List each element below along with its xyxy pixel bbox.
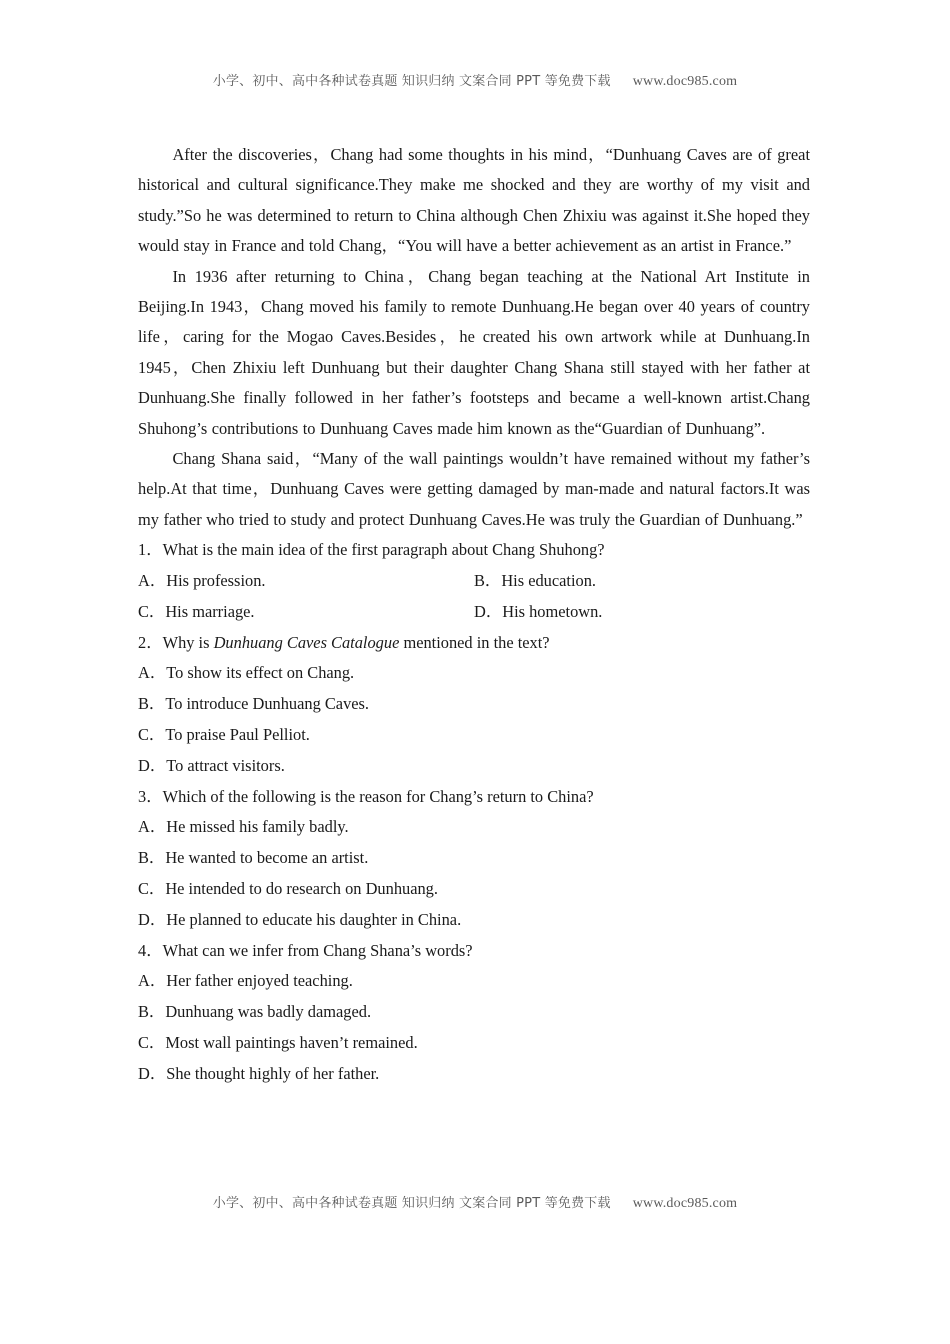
- footer-watermark: [0, 1192, 950, 1212]
- question-2-option-a-label: To show its effect on Chang.: [166, 663, 355, 683]
- question-1-text: What is the main idea of the first paragraph about Chang Shuhong?: [162, 540, 605, 560]
- question-3-option-b[interactable]: [138, 843, 810, 874]
- question-1-option-c-label: His marriage.: [165, 601, 255, 621]
- question-4: [138, 936, 810, 1090]
- question-2-option-a[interactable]: [138, 658, 810, 689]
- question-1-option-c-marker: C．: [138, 601, 166, 621]
- question-1-option-b[interactable]: [474, 566, 810, 597]
- question-3: [138, 782, 810, 936]
- question-2-option-a-marker: A．: [138, 663, 167, 683]
- question-1-option-b-marker: B．: [474, 571, 502, 591]
- passage-paragraph-2: In 1936 after returning to China，Chang began teaching at the National Art Institute in Beijing.In 1943，Chang moved his family to remote Dunhuang.He began over 40 years of country life，caring for the Mogao Caves.Besides，he created his own artwork while at Dunhuang.In 1945，Chen Zhixiu left Dunhuang but their daughter Chang Shana still stayed with her father at Dunhuang.She finally followed in her father’s footsteps and became a well-known artist.Chang Shuhong’s contributions to Dunhuang Caves made him known as the“Guardian of Dunhuang”.: [138, 266, 810, 438]
- question-2: [138, 628, 810, 782]
- question-4-option-c-marker: C．: [138, 1033, 166, 1053]
- question-1-option-a[interactable]: [138, 566, 474, 597]
- question-1-option-a-marker: A．: [138, 571, 167, 591]
- question-3-option-a-label: He missed his family badly.: [166, 817, 349, 837]
- question-1-options-row-1: [138, 566, 810, 597]
- question-2-option-c[interactable]: [138, 720, 810, 751]
- question-3-option-a-marker: A．: [138, 817, 167, 837]
- question-4-option-d-label: She thought highly of her father.: [166, 1063, 380, 1083]
- document-content: [138, 140, 810, 1090]
- question-4-option-b-marker: B．: [138, 1002, 166, 1022]
- question-4-option-a[interactable]: [138, 966, 810, 997]
- question-2-option-d-label: To attract visitors.: [166, 755, 285, 775]
- question-4-number: 4．: [138, 940, 163, 960]
- footer-watermark-url: www.doc985.com: [632, 1196, 738, 1211]
- question-3-number: 3．: [138, 786, 163, 806]
- question-2-option-b[interactable]: [138, 689, 810, 720]
- question-4-option-d[interactable]: [138, 1059, 810, 1090]
- question-4-text: What can we infer from Chang Shana’s words?: [162, 940, 473, 960]
- question-1-option-d-marker: D．: [474, 601, 503, 621]
- question-1: [138, 535, 810, 627]
- question-3-option-b-marker: B．: [138, 848, 166, 868]
- question-4-option-b-label: Dunhuang was badly damaged.: [165, 1002, 372, 1022]
- question-4-stem: [138, 936, 810, 967]
- passage-paragraph-1: After the discoveries，Chang had some thoughts in his mind，“Dunhuang Caves are of great historical and cultural significance.They make me shocked and they are worthy of my visit and study.”So he was determined to return to China although Chen Zhixiu was against it.She hoped they would stay in France and told Chang，“You will have a better achievement as an artist in France.”: [138, 145, 810, 256]
- question-1-number: 1．: [138, 540, 163, 560]
- question-4-option-c[interactable]: [138, 1028, 810, 1059]
- header-watermark-chinese: 小学、初中、高中各种试卷真题 知识归纳 文案合同 PPT 等免费下载: [212, 74, 611, 89]
- question-4-option-a-marker: A．: [138, 971, 167, 991]
- passage-paragraph-3: Chang Shana said，“Many of the wall paintings wouldn’t have remained without my father’s help.At that time，Dunhuang Caves were getting damaged by man-made and natural factors.It was my father who tried to study and protect Dunhuang Caves.He was truly the Guardian of Dunhuang.”: [138, 449, 810, 529]
- question-2-option-d-marker: D．: [138, 755, 167, 775]
- question-2-text-after: mentioned in the text?: [399, 632, 550, 652]
- question-2-option-d[interactable]: [138, 751, 810, 782]
- question-3-option-c[interactable]: [138, 874, 810, 905]
- question-3-option-d-marker: D．: [138, 909, 167, 929]
- question-2-option-b-label: To introduce Dunhuang Caves.: [165, 694, 370, 714]
- question-3-option-a[interactable]: [138, 812, 810, 843]
- passage-body: [138, 140, 810, 535]
- question-2-stem: [138, 628, 810, 659]
- question-2-number: 2．: [138, 632, 163, 652]
- question-3-stem: [138, 782, 810, 813]
- footer-watermark-chinese: 小学、初中、高中各种试卷真题 知识归纳 文案合同 PPT 等免费下载: [212, 1196, 611, 1211]
- question-3-option-c-label: He intended to do research on Dunhuang.: [165, 879, 438, 899]
- question-3-text: Which of the following is the reason for Chang’s return to China?: [162, 786, 594, 806]
- question-4-option-c-label: Most wall paintings haven’t remained.: [165, 1033, 418, 1053]
- question-3-option-d[interactable]: [138, 905, 810, 936]
- question-2-italic-title: Dunhuang Caves Catalogue: [213, 632, 400, 652]
- question-1-option-c[interactable]: [138, 597, 474, 628]
- question-1-option-d-label: His hometown.: [502, 601, 603, 621]
- question-3-option-d-label: He planned to educate his daughter in China.: [166, 909, 462, 929]
- question-4-option-d-marker: D．: [138, 1063, 167, 1083]
- header-watermark-url: www.doc985.com: [632, 74, 738, 89]
- header-watermark: [0, 70, 950, 90]
- question-1-stem: [138, 535, 810, 566]
- question-4-option-a-label: Her father enjoyed teaching.: [166, 971, 353, 991]
- question-2-option-b-marker: B．: [138, 694, 166, 714]
- question-4-option-b[interactable]: [138, 997, 810, 1028]
- question-1-option-d[interactable]: [474, 597, 810, 628]
- question-3-option-c-marker: C．: [138, 879, 166, 899]
- question-1-option-b-label: His education.: [501, 571, 597, 591]
- question-2-text-before: Why is: [162, 632, 214, 652]
- question-1-option-a-label: His profession.: [166, 571, 266, 591]
- question-2-option-c-label: To praise Paul Pelliot.: [165, 725, 310, 745]
- question-2-option-c-marker: C．: [138, 725, 166, 745]
- question-3-option-b-label: He wanted to become an artist.: [165, 848, 369, 868]
- question-1-options-row-2: [138, 597, 810, 628]
